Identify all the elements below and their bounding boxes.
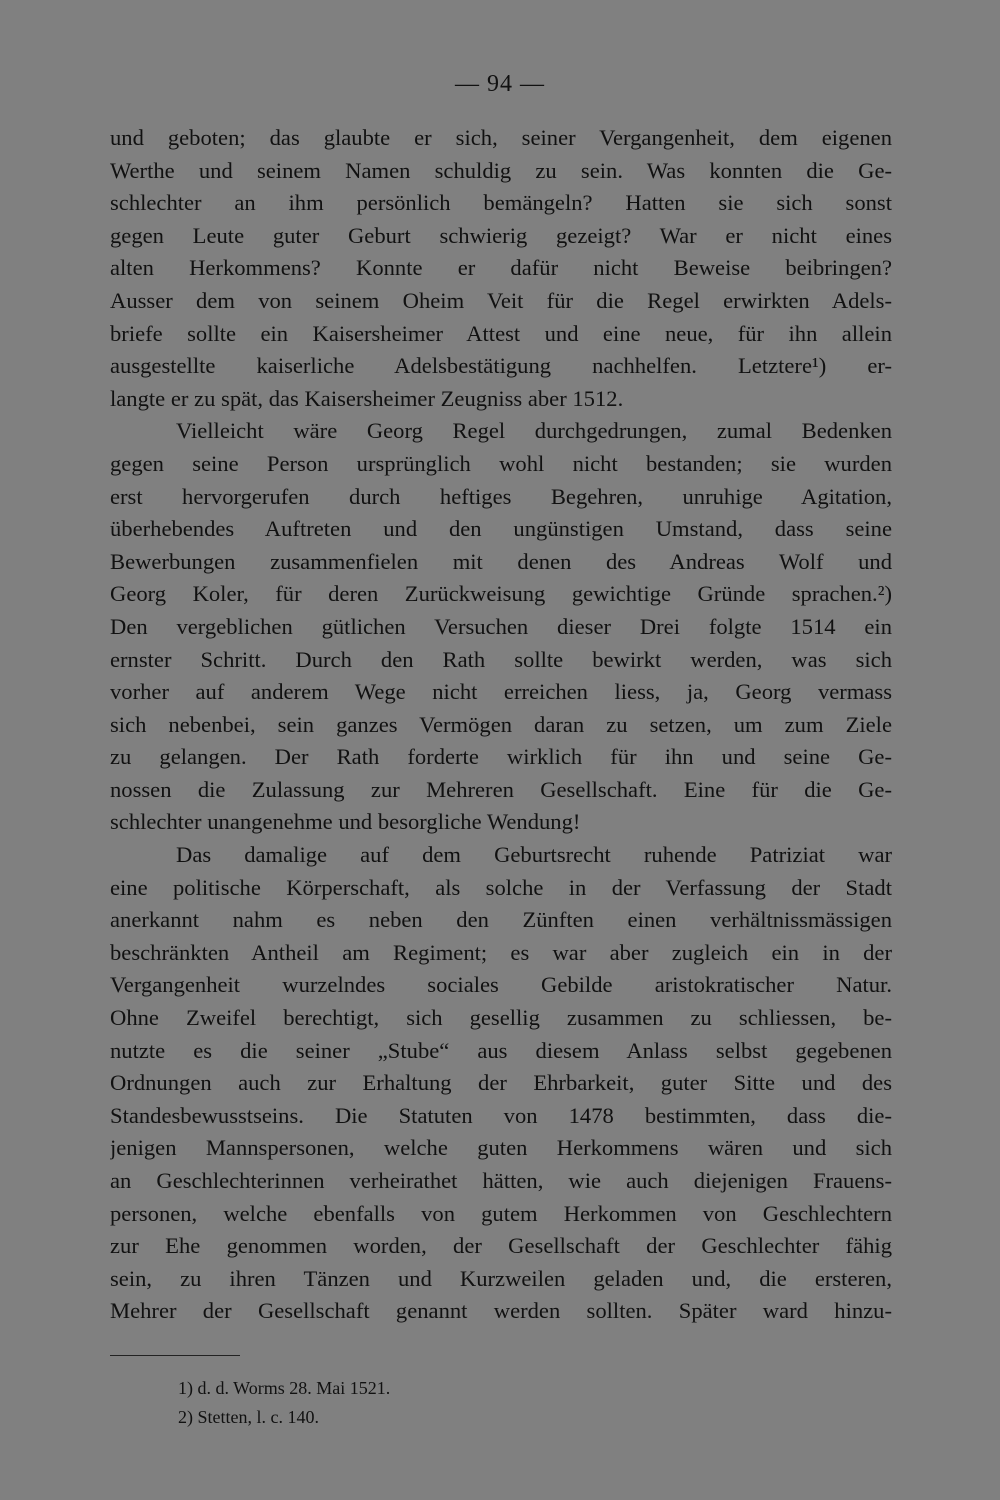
text-line: Mehrer der Gesellschaft genannt werden sollten. Später ward hinzu- xyxy=(110,1298,892,1324)
text-line: Vielleicht wäre Georg Regel durchgedrungen, zumal Bedenken xyxy=(176,418,892,444)
text-line: personen, welche ebenfalls von gutem Herkommen von Geschlechtern xyxy=(110,1200,892,1226)
text-line: vorher auf anderem Wege nicht erreichen liess, ja, Georg vermass xyxy=(110,679,892,705)
text-line: beschränkten Antheil am Regiment; es war aber zugleich ein in der xyxy=(110,939,892,965)
text-line: Ordnungen auch zur Erhaltung der Ehrbarkeit, guter Sitte und des xyxy=(110,1070,892,1096)
text-line: Das damalige auf dem Geburtsrecht ruhende Patriziat war xyxy=(176,842,892,868)
text-line: an Geschlechterinnen verheirathet hätten, wie auch diejenigen Frauens- xyxy=(110,1168,892,1193)
text-line: schlechter an ihm persönlich bemängeln? Hatten sie sich sonst xyxy=(110,190,892,216)
text-line: briefe sollte ein Kaisersheimer Attest und eine neue, für ihn allein xyxy=(110,320,892,346)
footnotes xyxy=(178,1374,778,1432)
text-line: erst hervorgerufen durch heftiges Begehren, unruhige Agitation, xyxy=(110,483,892,509)
text-line: sich nebenbei, sein ganzes Vermögen daran zu setzen, um zum Ziele xyxy=(110,711,892,737)
text-line: Werthe und seinem Namen schuldig zu sein. Was konnten die Ge- xyxy=(110,157,892,183)
text-line: Vergangenheit wurzelndes sociales Gebilde aristokratischer Natur. xyxy=(110,972,892,998)
text-line: nutzte es die seiner „Stube“ aus diesem Anlass selbst gegebenen xyxy=(110,1037,892,1063)
footnote-divider xyxy=(110,1355,240,1356)
text-line: anerkannt nahm es neben den Zünften einen verhältnissmässigen xyxy=(110,907,892,933)
text-line: Standesbewusstseins. Die Statuten von 1478 bestimmten, dass die- xyxy=(110,1102,892,1128)
text-line: nossen die Zulassung zur Mehreren Gesellschaft. Eine für die Ge- xyxy=(110,776,892,802)
text-line: Ohne Zweifel berechtigt, sich gesellig zusammen zu schliessen, be- xyxy=(110,1005,892,1031)
text-line: langte er zu spät, das Kaisersheimer Zeugniss aber 1512. xyxy=(110,385,624,411)
text-line: ausgestellte kaiserliche Adelsbestätigung nachhelfen. Letztere¹) er- xyxy=(110,353,892,379)
text-line: Bewerbungen zusammenfielen mit denen des Andreas Wolf und xyxy=(110,548,892,574)
text-line: sein, zu ihren Tänzen und Kurzweilen geladen und, die ersteren, xyxy=(110,1265,892,1291)
text-line: Ausser dem von seinem Oheim Veit für die Regel erwirkten Adels- xyxy=(110,287,892,313)
body-text xyxy=(110,122,892,1328)
text-line: zur Ehe genommen worden, der Gesellschaft der Geschlechter fähig xyxy=(110,1233,892,1259)
page-number: — 94 — xyxy=(455,71,545,97)
text-line: zu gelangen. Der Rath forderte wirklich für ihn und seine Ge- xyxy=(110,744,892,770)
text-line: jenigen Mannspersonen, welche guten Herkommens wären und sich xyxy=(110,1135,892,1161)
text-line: schlechter unangenehme und besorgliche Wendung! xyxy=(110,809,581,835)
text-line: eine politische Körperschaft, als solche in der Verfassung der Stadt xyxy=(110,874,892,900)
text-line: und geboten; das glaubte er sich, seiner Vergangenheit, dem eigenen xyxy=(110,125,892,150)
footnote-2: 2) Stetten, l. c. 140. xyxy=(178,1407,319,1427)
text-line: gegen Leute guter Geburt schwierig gezeigt? War er nicht eines xyxy=(110,222,892,248)
text-line: überhebendes Auftreten und den ungünstigen Umstand, dass seine xyxy=(110,516,892,542)
text-line: alten Herkommens? Konnte er dafür nicht Beweise beibringen? xyxy=(110,255,892,281)
text-line: Georg Koler, für deren Zurückweisung gewichtige Gründe sprachen.²) xyxy=(110,581,892,607)
footnote-1: 1) d. d. Worms 28. Mai 1521. xyxy=(178,1378,391,1398)
text-line: Den vergeblichen gütlichen Versuchen dieser Drei folgte 1514 ein xyxy=(110,613,892,639)
text-line: ernster Schritt. Durch den Rath sollte bewirkt werden, was sich xyxy=(110,646,892,672)
text-line: gegen seine Person ursprünglich wohl nicht bestanden; sie wurden xyxy=(110,450,892,476)
